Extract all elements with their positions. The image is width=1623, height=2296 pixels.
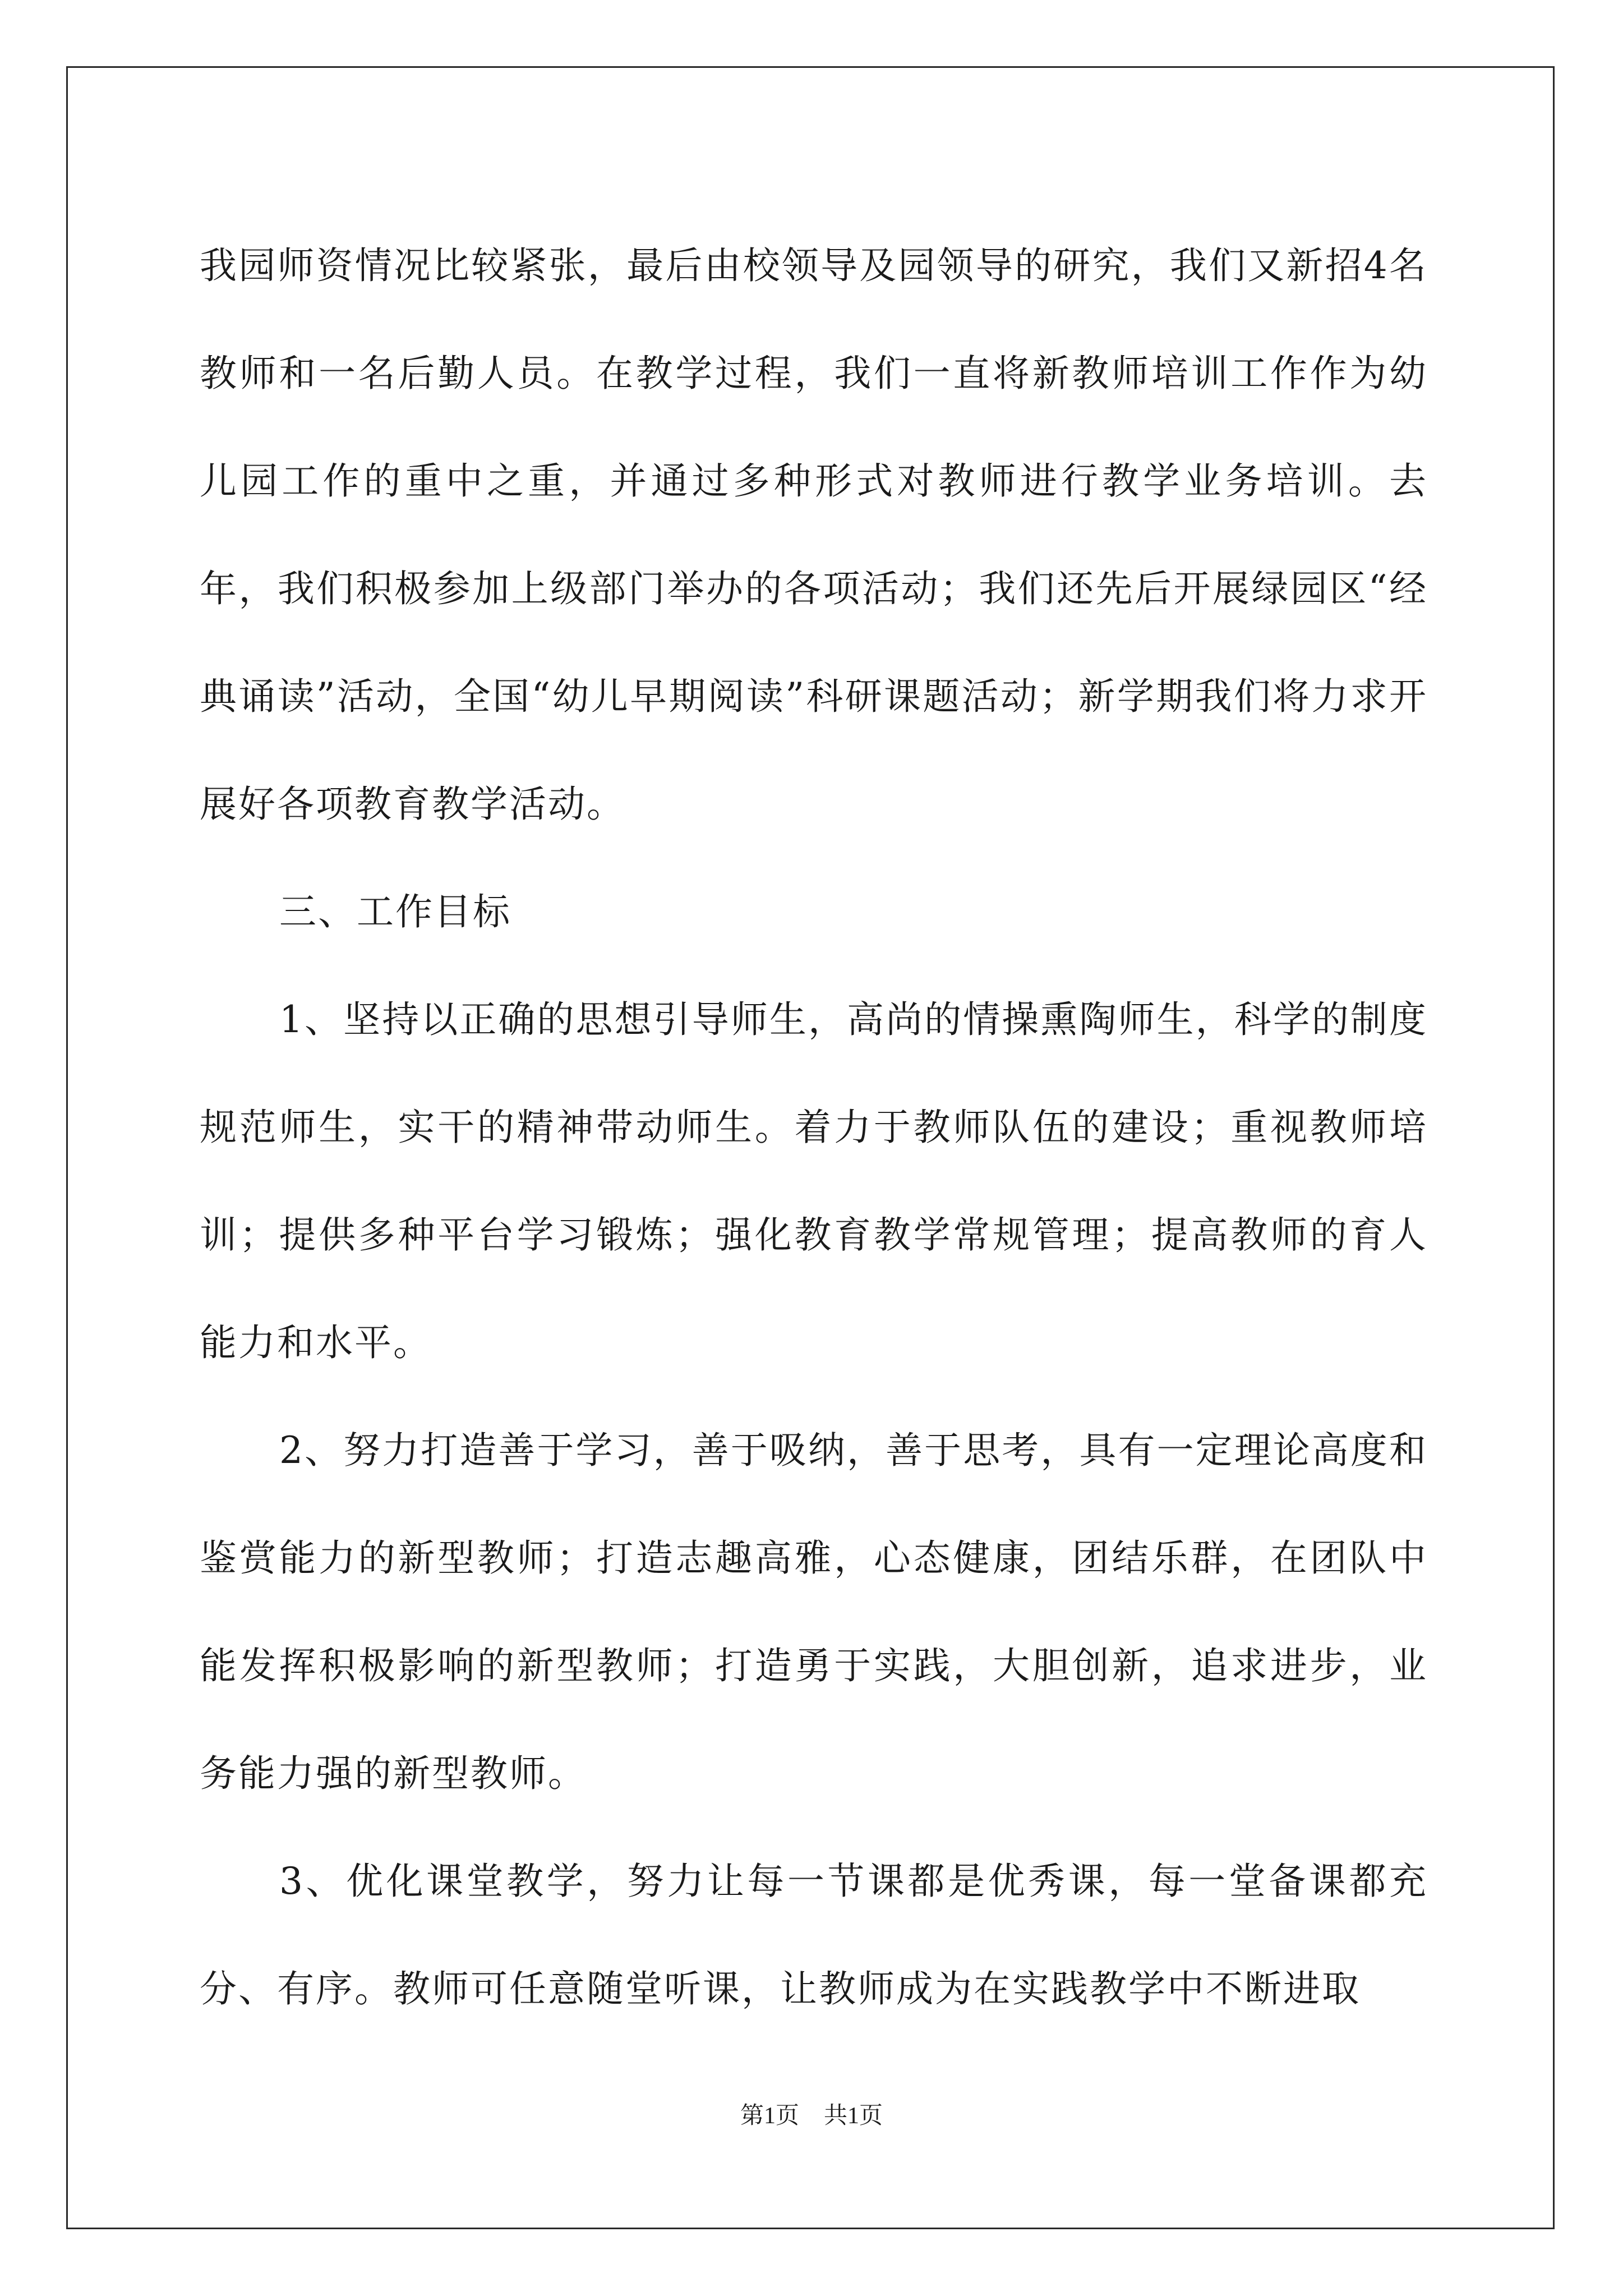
goal-item-1: 1、坚持以正确的思想引导师生，高尚的情操熏陶师生，科学的制度规范师生，实干的精神带动师生。着力于教师队伍的建设；重视教师培训；提供多种平台学习锻炼；强化教育教学常规管理；提高教师的育人能力和水平。	[200, 998, 1428, 1364]
page-total: 共1页	[824, 2103, 883, 2129]
document-body	[200, 212, 1428, 2043]
page-number: 第1页	[740, 2103, 799, 2129]
paragraph-intro: 我园师资情况比较紧张，最后由校领导及园领导的研究，我们又新招4名教师和一名后勤人员。在教学过程，我们一直将新教师培训工作作为幼儿园工作的重中之重，并通过多种形式对教师进行教学业务培训。去年，我们积极参加上级部门举办的各项活动；我们还先后开展绿园区“经典诵读”活动，全国“幼儿早期阅读”科研课题活动；新学期我们将力求开展好各项教育教学活动。	[200, 244, 1428, 826]
section-heading-work-goals: 三、工作目标	[279, 890, 511, 933]
page-footer	[0, 2097, 1623, 2131]
goal-item-3: 3、优化课堂教学，努力让每一节课都是优秀课，每一堂备课都充分、有序。教师可任意随堂听课，让教师成为在实践教学中不断进取	[200, 1860, 1428, 2010]
goal-item-2: 2、努力打造善于学习，善于吸纳，善于思考，具有一定理论高度和鉴赏能力的新型教师；打造志趣高雅，心态健康，团结乐群，在团队中能发挥积极影响的新型教师；打造勇于实践，大胆创新，追求进步，业务能力强的新型教师。	[200, 1429, 1428, 1795]
